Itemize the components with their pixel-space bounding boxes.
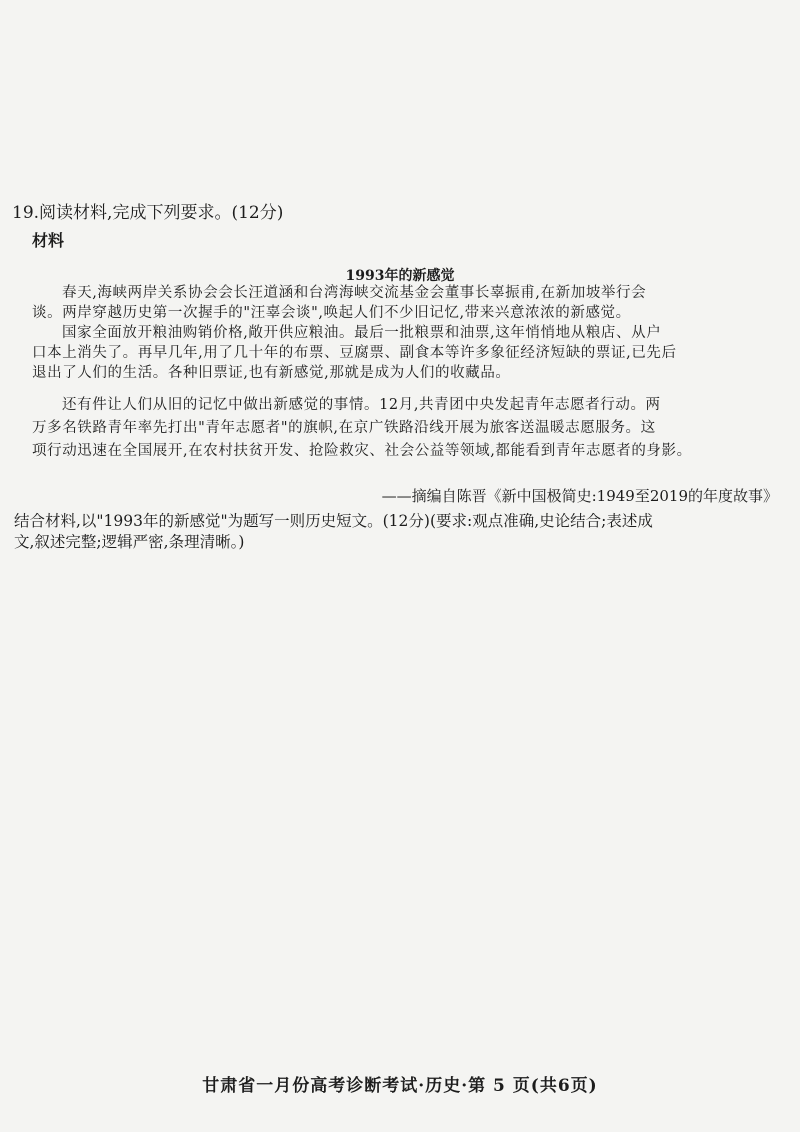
material-line: 万多名铁路青年率先打出"青年志愿者"的旗帜,在京广铁路沿线开展为旅客送温暖志愿服务。这 [32,420,656,436]
material-line: 谈。两岸穿越历史第一次握手的"汪辜会谈",唤起人们不少旧记忆,带来兴意浓浓的新感觉。 [32,305,631,321]
material-line: 还有件让人们从旧的记忆中做出新感觉的事情。12月,共青团中央发起青年志愿者行动。两 [62,397,661,413]
page-footer: 甘肃省一月份高考诊断考试·历史·第 5 页(共6页) [202,1076,598,1096]
material-title: 1993年的新感觉 [345,268,455,284]
material-line: 退出了人们的生活。各种旧票证,也有新感觉,那就是成为人们的收藏品。 [32,365,511,381]
material-line: 项行动迅速在全国展开,在农村扶贫开发、抢险救灾、社会公益等领域,都能看到青年志愿者的身影。 [32,443,692,459]
material-line: 春天,海峡两岸关系协会会长汪道涵和台湾海峡交流基金会董事长辜振甫,在新加坡举行会 [62,285,647,301]
material-line: 口本上消失了。再早几年,用了几十年的布票、豆腐票、副食本等许多象征经济短缺的票证,已先后 [32,345,677,361]
task-line: 结合材料,以"1993年的新感觉"为题写一则历史短文。(12分)(要求:观点准确,史论结合;表述成 [14,512,653,530]
question-header: 19.阅读材料,完成下列要求。(12分) [12,203,284,223]
task-line: 文,叙述完整;逻辑严密,条理清晰。) [14,533,245,551]
material-source: ——摘编自陈晋《新中国极简史:1949至2019的年度故事》 [381,487,778,505]
material-line: 国家全面放开粮油购销价格,敞开供应粮油。最后一批粮票和油票,这年悄悄地从粮店、从户 [62,325,662,341]
material-label: 材料 [32,231,65,250]
